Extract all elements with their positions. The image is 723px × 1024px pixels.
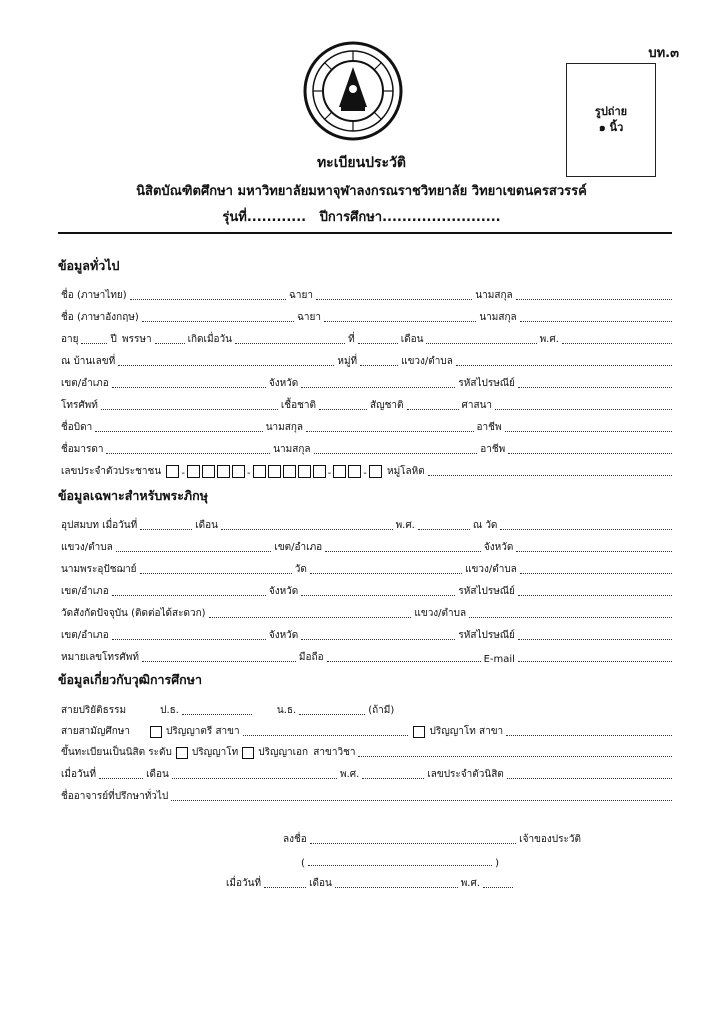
- mother-surname-field[interactable]: [314, 453, 478, 454]
- id-digit-box[interactable]: [369, 465, 382, 478]
- id-digit-box[interactable]: [298, 465, 311, 478]
- nt-field[interactable]: [299, 714, 365, 715]
- postcode-field[interactable]: [518, 387, 672, 388]
- ordained-month-field[interactable]: [221, 529, 393, 530]
- section-general-heading: ข้อมูลทั่วไป: [58, 258, 120, 273]
- sign-year-field[interactable]: [483, 887, 513, 888]
- row-district: เขต/อำเภอ จังหวัด รหัสไปรษณีย์: [60, 373, 674, 391]
- form-title: ทะเบียนประวัติ: [316, 155, 407, 171]
- row-father: ชื่อบิดา นามสกุล อาชีพ: [60, 417, 674, 435]
- monk-province-field[interactable]: [516, 551, 672, 552]
- id-digit-box[interactable]: [268, 465, 281, 478]
- preceptor-postcode-field[interactable]: [518, 595, 672, 596]
- bachelor-checkbox[interactable]: [150, 726, 162, 738]
- id-digit-box[interactable]: [166, 465, 179, 478]
- father-field[interactable]: [95, 431, 262, 432]
- pt-field[interactable]: [182, 714, 252, 715]
- row-general-edu: สายสามัญศึกษา ปริญญาตรี สาขา ปริญญาโท สาขา: [60, 721, 674, 739]
- header-divider: [58, 232, 672, 234]
- row-pariyat: สายปริยัติธรรม ป.ธ. น.ธ. (ถ้ามี): [61, 705, 395, 716]
- row-signature: ลงชื่อ เจ้าของประวัติ: [283, 834, 581, 845]
- preceptor-subdistrict-field[interactable]: [520, 573, 672, 574]
- id-digit-box[interactable]: [187, 465, 200, 478]
- id-digit-box[interactable]: [348, 465, 361, 478]
- alias-en-field[interactable]: [324, 321, 476, 322]
- row-phone: โทรศัพท์ เชื้อชาติ สัญชาติ ศาสนา: [60, 395, 674, 413]
- id-digit-box[interactable]: [217, 465, 230, 478]
- blood-field[interactable]: [428, 475, 672, 476]
- father-surname-field[interactable]: [306, 431, 473, 432]
- id-digit-box[interactable]: [232, 465, 245, 478]
- signer-name-field[interactable]: [308, 865, 492, 866]
- mother-field[interactable]: [106, 453, 270, 454]
- form-subtitle: นิสิตบัณฑิตศึกษา มหาวิทยาลัยมหาจุฬาลงกรณราชวิทยาลัย วิทยาเขตนครสวรรค์: [136, 184, 587, 199]
- preceptor-field[interactable]: [140, 573, 292, 574]
- row-monk-district: เขต/อำเภอ จังหวัด รหัสไปรษณีย์: [60, 581, 674, 599]
- current-district-field[interactable]: [112, 639, 266, 640]
- preceptor-temple-field[interactable]: [310, 573, 462, 574]
- bachelor-major-field[interactable]: [243, 735, 409, 736]
- photo-label: รูปถ่าย: [594, 104, 628, 118]
- vassa-field[interactable]: [155, 343, 185, 344]
- monk-subdistrict-field[interactable]: [116, 551, 272, 552]
- ordained-date-field[interactable]: [140, 529, 192, 530]
- age-field[interactable]: [81, 343, 107, 344]
- name-th-field[interactable]: [130, 299, 286, 300]
- row-signer-name: ( ): [301, 858, 499, 869]
- sign-date-field[interactable]: [264, 887, 306, 888]
- section-monk-heading: ข้อมูลเฉพาะสำหรับพระภิกษุ: [58, 488, 208, 503]
- row-mother: ชื่อมารดา นามสกุล อาชีพ: [60, 439, 674, 457]
- register-date-field[interactable]: [99, 778, 143, 779]
- register-year-field[interactable]: [362, 778, 424, 779]
- level-master-checkbox[interactable]: [176, 747, 188, 759]
- row-register: ขึ้นทะเบียนเป็นนิสิต ระดับ ปริญญาโท ปริญญาเอก สาขาวิชา: [60, 742, 674, 760]
- father-occupation-field[interactable]: [505, 431, 672, 432]
- surname-field[interactable]: [516, 299, 672, 300]
- advisor-field[interactable]: [171, 800, 672, 801]
- signature-field[interactable]: [310, 843, 516, 844]
- level-doctor-checkbox[interactable]: [242, 747, 254, 759]
- row-advisor: ชื่ออาจารย์ที่ปรึกษาทั่วไป: [60, 786, 674, 804]
- subdistrict-field[interactable]: [456, 365, 672, 366]
- row-current-temple: วัดสังกัดปัจจุบัน (ติดต่อได้สะดวก) แขวง/ตำบล: [60, 603, 674, 621]
- row-signature-date: เมื่อวันที่ เดือน พ.ศ.: [225, 873, 515, 891]
- id-digit-box[interactable]: [283, 465, 296, 478]
- cohort-line: รุ่นที่............ ปีการศึกษา........................: [222, 210, 501, 225]
- id-digit-box[interactable]: [253, 465, 266, 478]
- monk-phone-field[interactable]: [142, 661, 296, 662]
- id-digit-box[interactable]: [313, 465, 326, 478]
- master-major-field[interactable]: [506, 735, 672, 736]
- house-no-field[interactable]: [118, 365, 334, 366]
- university-seal-icon: [303, 41, 403, 141]
- ordained-temple-field[interactable]: [500, 529, 672, 530]
- alias-field[interactable]: [316, 299, 472, 300]
- moo-field[interactable]: [360, 365, 398, 366]
- race-field[interactable]: [319, 409, 367, 410]
- current-temple-field[interactable]: [209, 617, 412, 618]
- preceptor-district-field[interactable]: [112, 595, 266, 596]
- province-field[interactable]: [301, 387, 455, 388]
- nationality-field[interactable]: [407, 409, 459, 410]
- register-month-field[interactable]: [172, 778, 337, 779]
- photo-size: ๑ นิ้ว: [598, 121, 624, 134]
- sign-month-field[interactable]: [335, 887, 458, 888]
- born-date-field[interactable]: [358, 343, 398, 344]
- row-register-date: เมื่อวันที่ เดือน พ.ศ. เลขประจำตัวนิสิต: [60, 764, 674, 782]
- born-year-field[interactable]: [562, 343, 672, 344]
- current-postcode-field[interactable]: [518, 639, 672, 640]
- section-education-heading: ข้อมูลเกี่ยวกับวุฒิการศึกษา: [58, 672, 203, 687]
- surname-en-field[interactable]: [520, 321, 672, 322]
- email-field[interactable]: [518, 661, 672, 662]
- born-day-field[interactable]: [235, 343, 345, 344]
- mother-occupation-field[interactable]: [508, 453, 672, 454]
- id-digit-box[interactable]: [333, 465, 346, 478]
- ordained-year-field[interactable]: [418, 529, 470, 530]
- row-name-en: ชื่อ (ภาษาอังกฤษ) ฉายา นามสกุล: [60, 307, 674, 325]
- phone-field[interactable]: [101, 409, 278, 410]
- preceptor-province-field[interactable]: [301, 595, 455, 596]
- row-preceptor: นามพระอุปัชฌาย์ วัด แขวง/ตำบล: [60, 559, 674, 577]
- monk-district-field[interactable]: [325, 551, 481, 552]
- religion-field[interactable]: [495, 409, 672, 410]
- row-age: อายุ ปี พรรษา เกิดเมื่อวัน ที่ เดือน พ.ศ.: [60, 329, 674, 347]
- mobile-field[interactable]: [327, 661, 481, 662]
- current-province-field[interactable]: [301, 639, 455, 640]
- master-checkbox[interactable]: [413, 726, 425, 738]
- born-month-field[interactable]: [426, 343, 536, 344]
- row-address: ณ บ้านเลขที่ หมู่ที่ แขวง/ตำบล: [60, 351, 674, 369]
- district-field[interactable]: [112, 387, 266, 388]
- id-digit-box[interactable]: [202, 465, 215, 478]
- row-name-th: ชื่อ (ภาษาไทย) ฉายา นามสกุล: [60, 285, 674, 303]
- current-subdistrict-field[interactable]: [469, 617, 672, 618]
- row-monk-subdistrict: แขวง/ตำบล เขต/อำเภอ จังหวัด: [60, 537, 674, 555]
- form-code: บท.๓: [648, 46, 679, 61]
- row-monk-phone: หมายเลขโทรศัพท์ มือถือ E-mail: [60, 647, 674, 665]
- student-id-field[interactable]: [507, 778, 672, 779]
- row-id-card: เลขประจำตัวประชาชน - - - - หมู่โลหิต: [60, 461, 674, 479]
- row-current-district: เขต/อำเภอ จังหวัด รหัสไปรษณีย์: [60, 625, 674, 643]
- register-major-field[interactable]: [358, 756, 672, 757]
- name-en-field[interactable]: [142, 321, 294, 322]
- row-ordained: อุปสมบท เมื่อวันที่ เดือน พ.ศ. ณ วัด: [60, 515, 674, 533]
